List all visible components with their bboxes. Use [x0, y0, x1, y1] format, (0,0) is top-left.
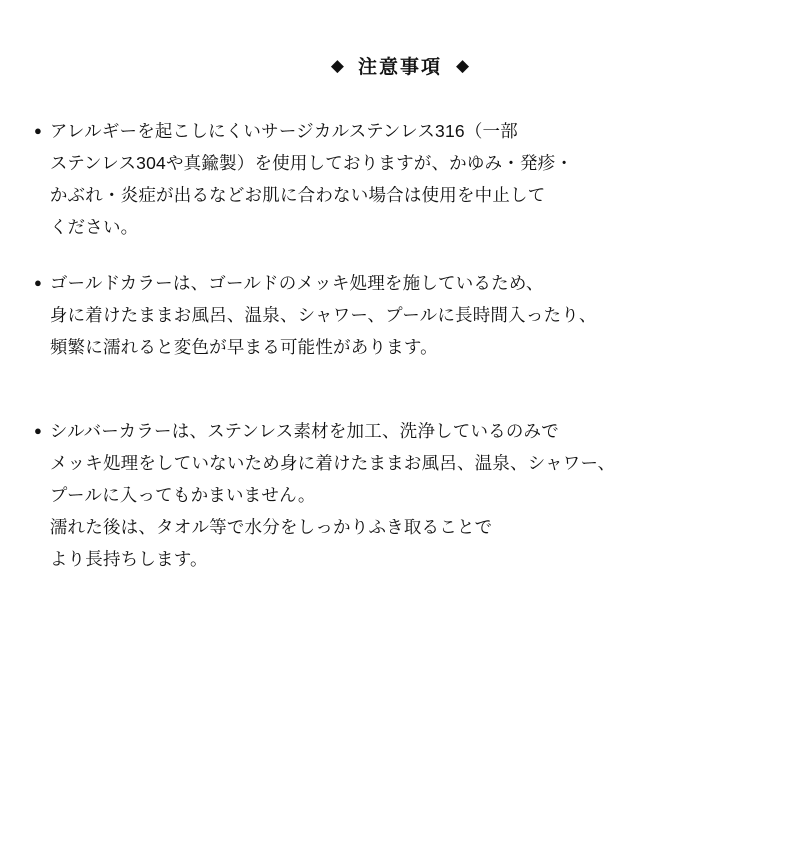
- note-line: より長持ちします。: [49, 549, 208, 569]
- diamond-right-icon: ◆: [456, 56, 470, 75]
- spacer: [34, 363, 770, 415]
- list-item: [34, 115, 770, 243]
- note-line: ステンレス304や真鍮製）を使用しておりますが、かゆみ・発疹・: [49, 153, 574, 173]
- diamond-left-icon: ◆: [330, 56, 344, 75]
- note-text: [50, 267, 770, 363]
- page-title: [0, 52, 800, 79]
- note-line: メッキ処理をしていないため身に着けたままお風呂、温泉、シャワー、: [49, 453, 616, 473]
- note-line: ください。: [49, 217, 139, 237]
- note-text: [50, 415, 770, 575]
- bullet-icon: ●: [34, 123, 42, 138]
- spacer: [34, 243, 770, 267]
- note-line: ゴールドカラーは、ゴールドのメッキ処理を施しているため、: [49, 273, 544, 293]
- note-line: 頻繁に濡れると変色が早まる可能性があります。: [49, 337, 438, 357]
- bullet-icon: ●: [34, 275, 42, 290]
- page-title-text: 注意事項: [357, 57, 442, 78]
- notice-list: [0, 115, 800, 575]
- list-item: [34, 415, 770, 575]
- note-line: 身に着けたままお風呂、温泉、シャワー、プールに長時間入ったり、: [49, 305, 597, 325]
- note-text: [50, 115, 770, 243]
- list-item: [34, 267, 770, 363]
- notice-page: [0, 52, 800, 852]
- note-line: プールに入ってもかまいません。: [49, 485, 316, 505]
- note-line: かぶれ・炎症が出るなどお肌に合わない場合は使用を中止して: [49, 185, 546, 205]
- note-line: シルバーカラーは、ステンレス素材を加工、洗浄しているのみで: [49, 421, 559, 441]
- note-line: 濡れた後は、タオル等で水分をしっかりふき取ることで: [49, 517, 493, 537]
- note-line: アレルギーを起こしにくいサージカルステンレス316（一部: [49, 121, 518, 141]
- bullet-icon: ●: [34, 423, 42, 438]
